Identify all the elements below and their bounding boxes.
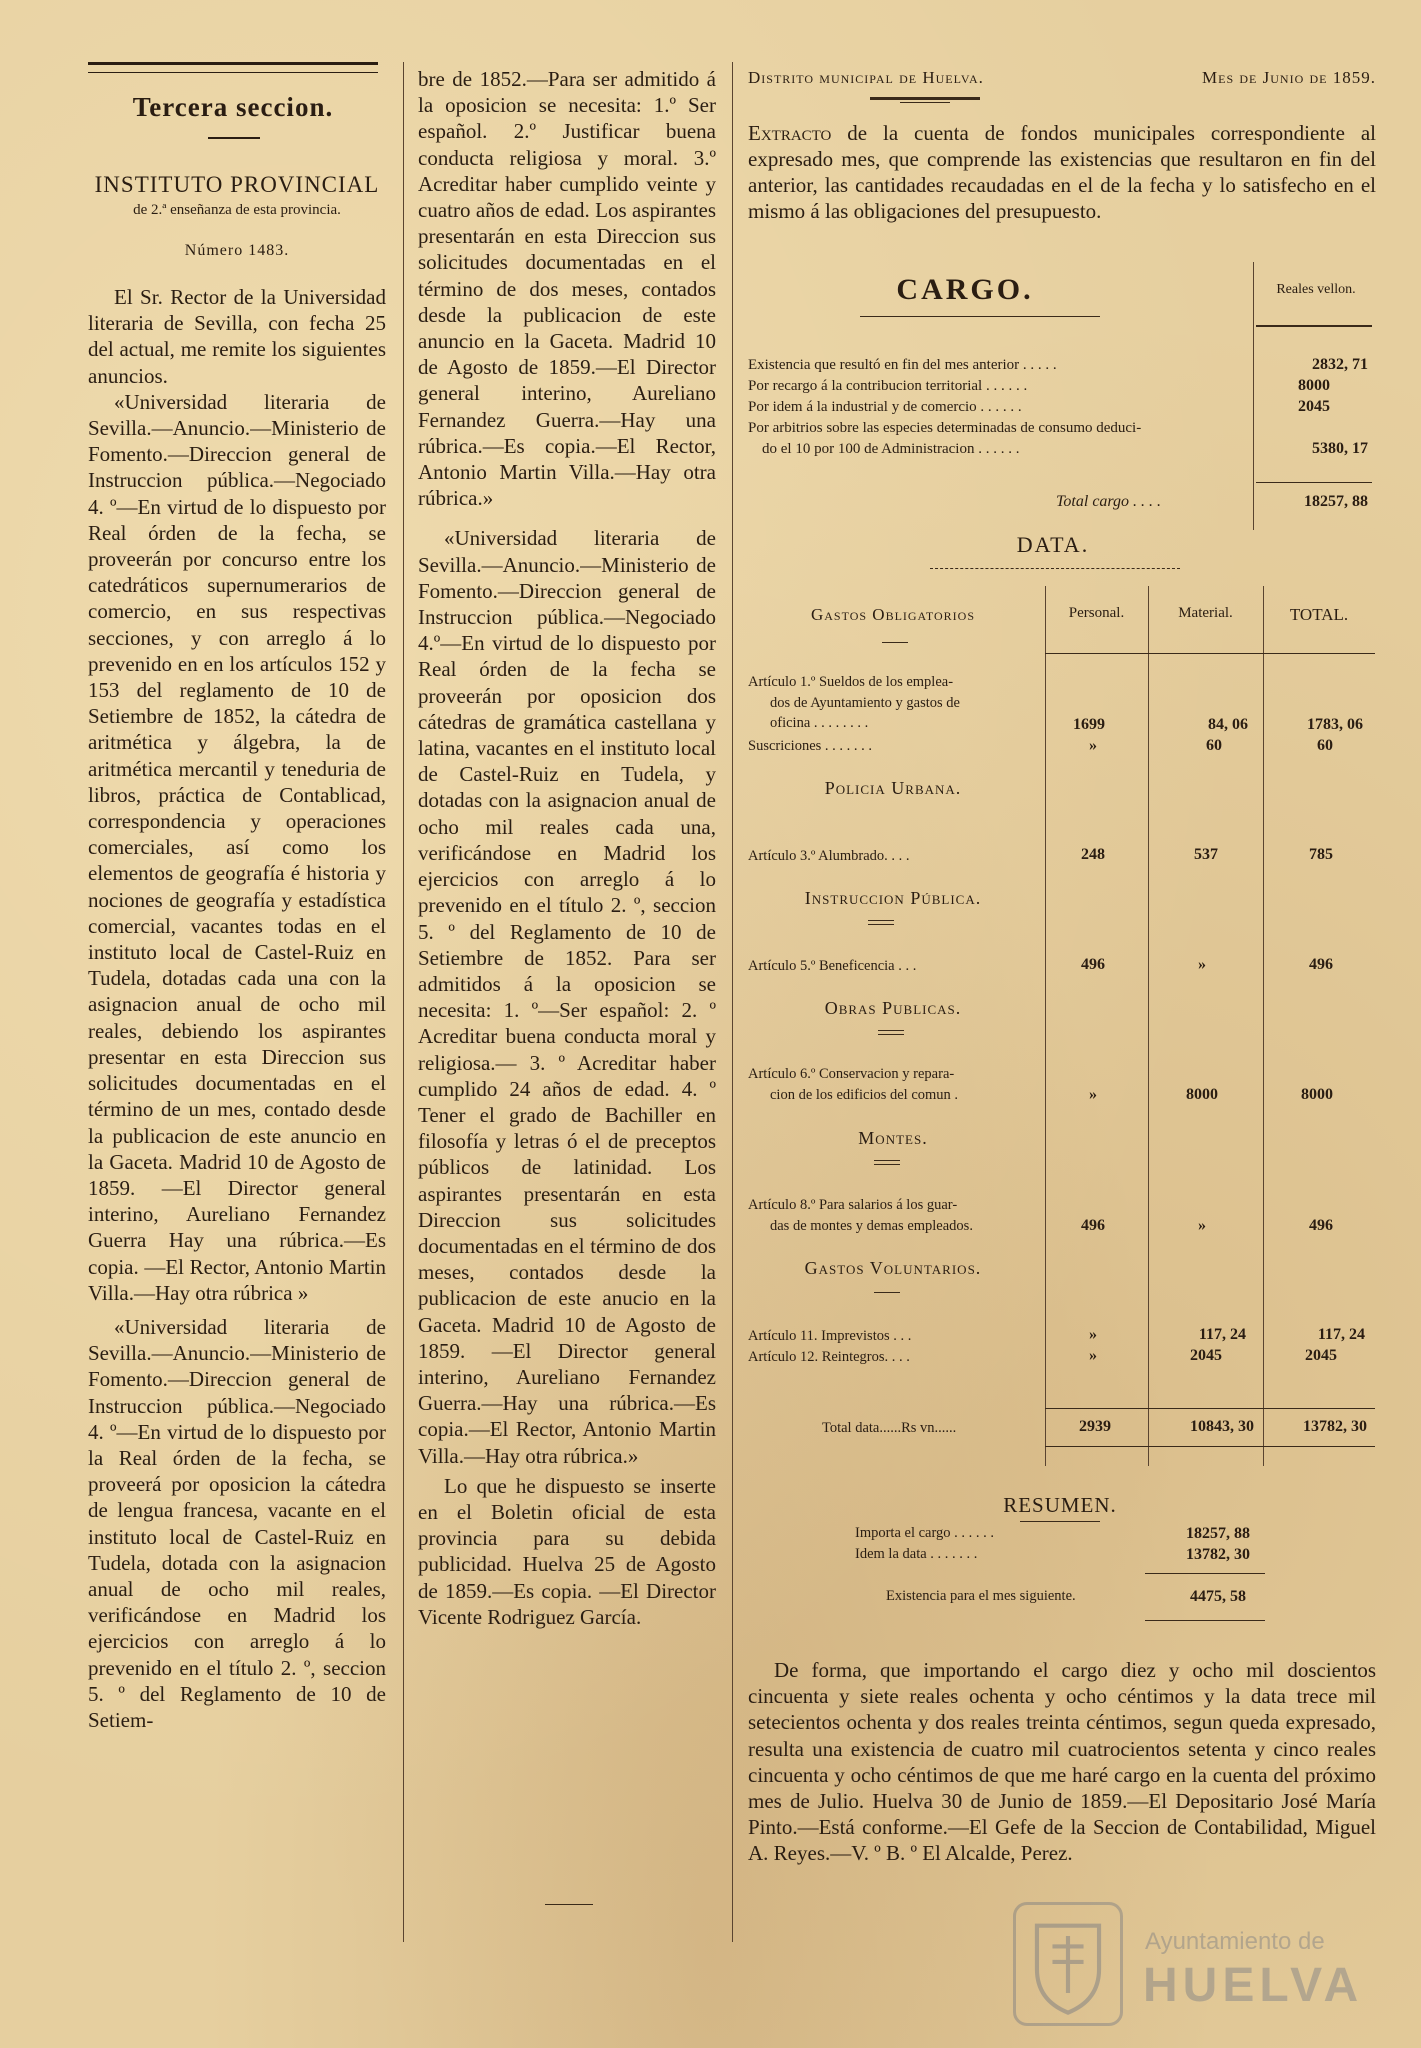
category-mark [882, 642, 908, 643]
category-mark [868, 920, 894, 925]
announcement-number: Número 1483. [184, 242, 290, 259]
data-title: DATA. [1016, 532, 1090, 557]
personal-value: 496 [1081, 956, 1105, 973]
personal-value: » [1089, 1347, 1097, 1364]
closing-paragraph: De forma, que importando el cargo diez y ocho mil doscientos cincuenta y siete reales ochenta y ocho céntimos y la data trece mil setecientos ochenta y dos reales treinta céntimos, segun queda expresado, resulta una existencia de cuatro mil cuatrocientos setenta y cinco reales cincuenta y ocho céntimos de que me haré cargo en la cuenta del próximo mes de Julio. Huelva 30 de Junio de 1859.—El Depositario José María Pinto.—Está conforme.—El Gefe de la Seccion de Contabilidad, Miguel A. Reyes.—V. º B. º El Alcalde, Perez. [748, 1658, 1376, 1866]
total-data-label: Total data......Rs vn...... [822, 1420, 957, 1436]
total-value: 785 [1309, 846, 1333, 863]
resumen-data-label: Idem la data . . . . . . . [855, 1546, 978, 1562]
material-header: Material. [1178, 605, 1233, 621]
total-header: TOTAL. [1289, 605, 1349, 624]
column-divider [732, 62, 733, 1942]
section-title: Tercera seccion. [132, 92, 334, 122]
cargo-rule [860, 316, 1100, 317]
paragraph: Lo que he dispuesto se inserte en el Boletin oficial de esta provincia para su debida publicidad. Huelva 25 de Agosto de 1859.—Es copia. —El Director Vicente Rodriguez García. [418, 1473, 716, 1629]
paragraph: El Sr. Rector de la Universidad literaria de Sevilla, con fecha 25 del actual, me remite los siguientes anuncios. [88, 285, 386, 388]
cargo-title: CARGO. [896, 273, 1034, 306]
personal-value: 1699 [1073, 716, 1105, 733]
personal-value: 248 [1081, 846, 1105, 863]
resumen-rule [1020, 1521, 1100, 1522]
category-mark [878, 1030, 904, 1035]
header-rule [1045, 653, 1375, 654]
material-value: 117, 24 [1198, 1326, 1246, 1343]
top-rule [88, 62, 378, 73]
watermark-line-2: HUELVA [1143, 1959, 1364, 2012]
paragraph: «Universidad literaria de Sevilla.—Anuncio.—Ministerio de Fomento.—Direccion general de Instruccion pública.—Negociado 4. º—En virtud de lo dispuesto por Real órden de la fecha, se proveerán por concurso entre los catedráticos supernumerarios de comercio, en sus respectivas secciones, y con arreglo á lo prevenido en en los artículos 152 y 153 del reglamento de 10 de Setiembre de 1852, la cátedra de aritmética y álgebra, la de aritmética mercantil y teneduria de libros, práctica de Contablicad, correspondencia y operaciones comerciales, así como los elementos de geografía é historia y nociones de geografía y estadística comercial, vacantes todas en el instituto local de Castel-Ruiz en Tudela, dotadas cada una con la asignacion anual de ocho mil reales, debiendo los aspirantes presentar en esta Direccion sus solicitudes documentadas en el término de un mes, contado desde la publicacion de este anuncio en la Gaceta. Madrid 10 de Agosto de 1859. —El Director general interino, Aureliano Fernandez Guerra Hay una rúbrica.—Es copia. —El Rector, Antonio Martin Villa.—Hay otra rúbrica » [88, 389, 386, 1305]
gastos-obligatorios-header: Gastos Obligatorios [810, 605, 976, 624]
paragraph: «Universidad literaria de Sevilla.—Anuncio.—Ministerio de Fomento.—Direccion general de Instruccion pública.—Negociado 4.º—En virtud de lo dispuesto por Real órden de la fecha se proveerán por oposicion dos cátedras de gramática castellana y latina, vacantes en el instituto local de Castel-Ruiz en Tudela, y dotadas con la asignacion anual de ocho mil reales cada una, verificándose en Madrid los ejercicios con arreglo á lo prevenido en el título 2. º, seccion 5. º del Reglamento de 10 de Setiembre de 1852. Para ser admitidos á la oposicion se necesita: 1. º—Ser español: 2. º Acreditar buena conducta moral y religiosa.— 3. º Acreditar haber cumplido 24 años de edad. 4. º Tener el grado de Bachiller en filosofía y letras ó el de preceptos públicos de latinidad. Los aspirantes presentarán en esta Direccion sus solicitudes documentadas en el término de dos meses, contados desde la publicacion de este anucio en la Gaceta. Madrid 10 de Agosto de 1859. —El Director general interino, Aureliano Fernandez Guerra.—Hay una rúbrica.—Es copia.—El Rector, Antonio Martin Villa.—Hay otra rúbrica.» [418, 526, 716, 1468]
existencia-label: Existencia para el mes siguiente. [886, 1588, 1076, 1604]
end-rule [545, 1904, 593, 1905]
total-value: 2045 [1305, 1347, 1337, 1364]
paragraph: bre de 1852.—Para ser admitido á la oposicion se necesita: 1.º Ser español. 2.º Justificar buena conducta religiosa y moral. 3.º Acreditar haber cumplido veinte y cuatro años de edad. Los aspirantes presentarán en esta Direccion sus solicitudes documentadas en el término de dos meses, contados desde la publicacion de este anuncio en la Gaceta. Madrid 10 de Agosto de 1859.—El Director general interino, Aureliano Fernandez Guerra.—Hay una rúbrica.—Es copia.—El Rector, Antonio Martin Villa.—Hay otra rúbrica.» [418, 67, 716, 511]
resumen-cargo-label: Importa el cargo . . . . . . [855, 1525, 995, 1541]
article-row: Suscriciones . . . . . . . [748, 738, 873, 754]
personal-header: Personal. [1068, 605, 1125, 621]
material-value: » [1198, 1217, 1206, 1234]
personal-value: » [1089, 1086, 1097, 1103]
category-instruccion-publica: Instruccion Pública. [804, 888, 982, 908]
sum-rule [1145, 1573, 1265, 1574]
header-rule [1256, 325, 1372, 327]
article-row: Artículo 12. Reintegros. . . . [748, 1349, 910, 1365]
paragraph: «Universidad literaria de Sevilla.—Anuncio.—Ministerio de Fomento.—Direccion general de Instruccion pública.—Negociado 4. º—En virtud de lo dispuesto por la Real órden de la fecha, se proveerá por oposicion la cátedra de lengua francesa, vacante en el instituto local de Castel-Ruiz en Tudela, dotada con la asignacion anual de ocho mil reales, verificándose en Madrid los ejercicios con arreglo á lo prevenido en el título 2. º, seccion 5. º del Reglamento de 10 de Setiem- [88, 1314, 386, 1732]
sum-rule [1256, 482, 1372, 483]
total-value: 117, 24 [1317, 1326, 1365, 1343]
sum-rule [1045, 1408, 1375, 1409]
resumen-data-value: 13782, 30 [1186, 1546, 1250, 1563]
extract-lead: Extracto [748, 121, 832, 145]
institute-subtitle: de 2.ª enseñanza de esta provincia. [133, 202, 341, 218]
total-value: 496 [1309, 1217, 1333, 1234]
cargo-divider [1253, 262, 1254, 530]
personal-value: 496 [1081, 1217, 1105, 1234]
total-value: 496 [1309, 956, 1333, 973]
category-obras-publicas: Obras Publicas. [824, 998, 962, 1018]
reales-vellon-header: Reales vellon. [1276, 282, 1356, 297]
article-row: Artículo 5.º Beneficencia . . . [748, 958, 917, 974]
resumen-cargo-value: 18257, 88 [1186, 1525, 1250, 1542]
section-dash [208, 137, 260, 139]
column-divider [403, 62, 404, 1942]
personal-value: » [1089, 1326, 1097, 1343]
category-mark [874, 1160, 900, 1165]
resumen-title: RESUMEN. [1003, 1493, 1117, 1517]
material-value: 60 [1206, 737, 1222, 754]
sum-rule [1145, 1620, 1265, 1621]
total-value: 1783, 06 [1307, 716, 1363, 733]
column-2-text [418, 66, 716, 1630]
article-row: Artículo 3.º Alumbrado. . . . [748, 848, 910, 864]
article-row: Artículo 6.º Conservacion y repara- cion de los edificios del comun . [748, 1066, 959, 1103]
total-value: 8000 [1301, 1086, 1333, 1103]
extract-text: de la cuenta de fondos municipales correspondiente al expresado mes, que comprende las existencias que resultaron en fin del anterior, las cantidades recaudadas en el de la fecha y lo satisfecho en el mismo á las obligaciones del presupuesto. [748, 121, 1376, 223]
material-value: » [1198, 956, 1206, 973]
article-row: Artículo 11. Imprevistos . . . [748, 1328, 912, 1344]
total-value: 13782, 30 [1303, 1418, 1367, 1435]
material-value: 8000 [1186, 1086, 1218, 1103]
ornament-rule [870, 97, 980, 100]
institute-title: INSTITUTO PROVINCIAL [94, 172, 380, 197]
total-value: 60 [1317, 737, 1333, 754]
personal-value: » [1089, 737, 1097, 754]
existencia-value: 4475, 58 [1190, 1588, 1246, 1605]
category-policia-urbana: Policia Urbana. [824, 778, 962, 798]
coat-of-arms-icon [1013, 1902, 1123, 2026]
column-1-text [88, 284, 386, 1733]
data-rule [930, 568, 1180, 569]
watermark-line-1: Ayuntamiento de [1145, 1928, 1325, 1955]
article-row: Artículo 8.º Para salarios á los guar- das de montes y demas empleados. [748, 1197, 973, 1234]
ornament-rule [900, 102, 950, 103]
category-mark [874, 1292, 900, 1293]
article-row: Artículo 1.º Sueldos de los emplea- dos de Ayuntamiento y gastos de oficina . . . . . . . . [748, 674, 960, 731]
watermark-stamp [1013, 1898, 1364, 2028]
material-value: 537 [1194, 846, 1218, 863]
personal-value: 2939 [1079, 1418, 1111, 1435]
material-value: 84, 06 [1208, 716, 1248, 733]
extract-intro [748, 120, 1376, 224]
material-value: 2045 [1190, 1347, 1222, 1364]
category-gastos-voluntarios: Gastos Voluntarios. [804, 1258, 982, 1278]
material-value: 10843, 30 [1190, 1418, 1254, 1435]
month-label: Mes de Junio de 1859. [1202, 68, 1376, 87]
category-montes: Montes. [858, 1128, 928, 1148]
sum-rule [1045, 1446, 1375, 1447]
district-name: Distrito municipal de Huelva. [748, 68, 984, 87]
